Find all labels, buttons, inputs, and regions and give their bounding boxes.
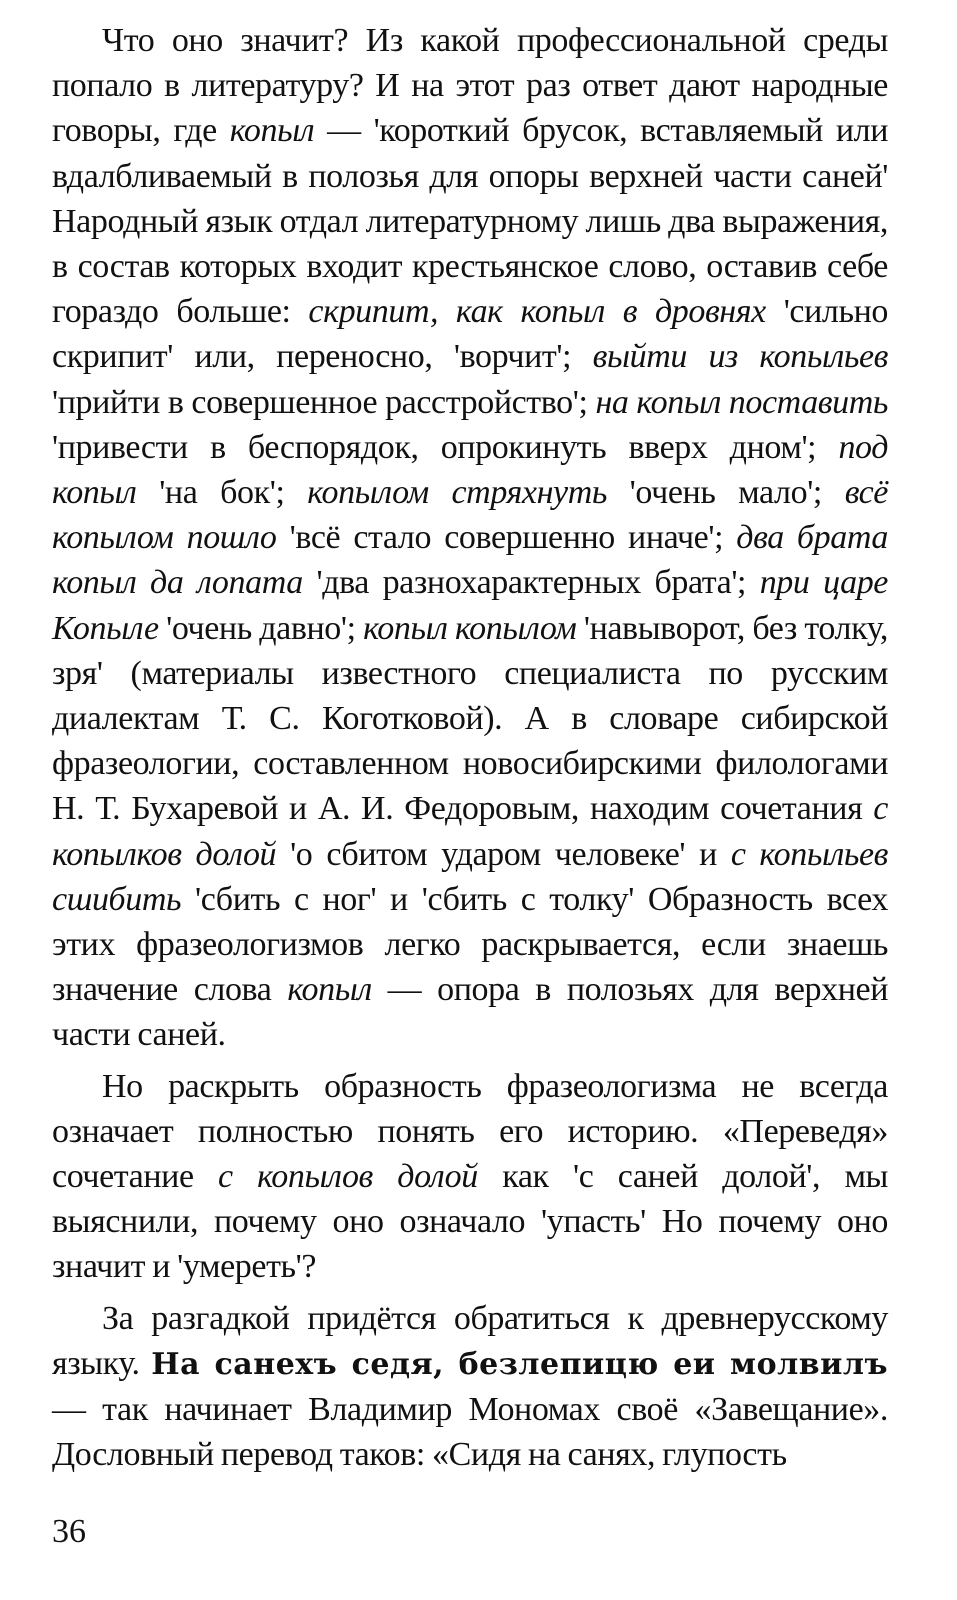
text-run: 'очень мало'; — [606, 474, 845, 512]
paragraph-1 — [52, 18, 888, 1058]
italic-phrase: скрипит, как копыл в дровнях — [308, 293, 766, 331]
text-run: Что оно значит? Из какой профессиональной среды попало в литературу? И на этот раз ответ дают народные говоры, где — [52, 22, 888, 150]
text-run: — так начинает Владимир Мономах своё «Завещание». Дословный перевод таков: «Сидя на санях, глупость — [52, 1391, 888, 1474]
italic-phrase: всё копылом пошло — [52, 474, 888, 557]
page-number: 36 — [52, 1513, 86, 1550]
text-run: Но раскрыть образность фразеологизма не всегда означает полностью понять его историю. «Переведя» сочетание — [52, 1067, 888, 1196]
italic-phrase: копыл — [229, 112, 315, 150]
paragraph-2 — [52, 1064, 888, 1290]
text-run: 'о сбитом ударом человеке' и — [276, 835, 731, 873]
italic-phrase: с копылов долой — [218, 1158, 478, 1196]
text-run: 'очень давно'; — [158, 609, 364, 647]
italic-phrase: при царе Копыле — [52, 564, 888, 647]
text-run: как 'с саней долой', мы выяснили, почему оно означало 'упасть' Но почему оно значит и 'умереть'? — [52, 1158, 888, 1286]
text-run: — опора в полозьях для верхней части саней. — [52, 971, 888, 1054]
text-run: 'два разнохарактерных брата'; — [302, 564, 760, 602]
text-run: 'привести в беспорядок, опрокинуть вверх дном'; — [52, 428, 839, 466]
text-run: За разгадкой придётся обратиться к древнерусскому языку. — [52, 1299, 888, 1382]
text-run: 'сбить с ног' и 'сбить с толку' Образность всех этих фразеологизмов легко раскрывается, если знаешь значение слова — [52, 880, 888, 1009]
italic-phrase: с копылков долой — [52, 790, 888, 873]
italic-phrase: копыл — [287, 971, 372, 1009]
text-run: 'навыворот, без толку, зря' (материалы известного специалиста по русским диалектам Т. С. Коготковой). А в словаре сибирской фразеологии, составленном новосибирскими филологами Н. Т. Бухаревой и А. И. Федоровым, находим сочетания — [52, 609, 889, 828]
italic-phrase: копылом стряхнуть — [307, 474, 607, 512]
old-russian-quote: На санехъ седя, безлепицю еи молвилъ — [151, 1346, 888, 1382]
text-run: 'всё стало совершенно иначе'; — [276, 519, 737, 557]
paragraph-3 — [52, 1296, 888, 1478]
italic-phrase: выйти из копыльев — [592, 338, 888, 376]
text-run: 'сильно скрипит' или, переносно, 'ворчит'; — [52, 293, 888, 376]
text-run: 'на бок'; — [136, 474, 308, 512]
text-run: 'прийти в совершенное расстройство'; — [52, 383, 596, 421]
text-run: — 'короткий брусок, вставляемый или вдалбливаемый в полозья для опоры верхней части саней' Народный язык отдал литературному лишь два выражения, в состав которых входит крестьянское слово, оставив себе гораздо больше: — [52, 112, 889, 331]
italic-phrase: копыл копылом — [363, 609, 577, 647]
italic-phrase: с копыльев сшибить — [52, 835, 889, 918]
italic-phrase: два брата копыл да лопата — [52, 519, 888, 602]
italic-phrase: на копыл поставить — [595, 383, 888, 421]
book-page — [52, 18, 888, 1484]
italic-phrase: под копыл — [52, 428, 888, 512]
